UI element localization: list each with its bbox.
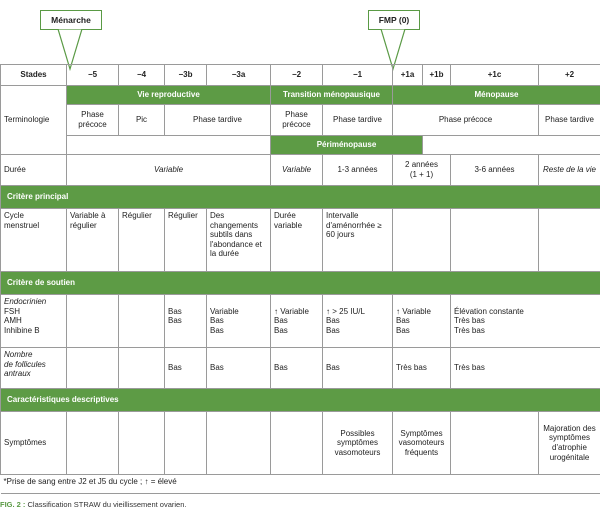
endocrinien-text: FSH (4, 306, 20, 316)
section-descriptives: Caractéristiques descriptives (1, 389, 600, 412)
phase-cell: Phase tardive (539, 105, 600, 136)
empty-cell (393, 209, 451, 272)
endo-value: Variable (210, 306, 239, 316)
empty-cell (67, 295, 119, 348)
endo-value: Bas (168, 316, 182, 326)
stage-cell: −5 (67, 65, 119, 86)
endocrinien-text: Endocrinien (4, 297, 47, 306)
section-soutien-row (1, 272, 600, 295)
endo-cell (165, 295, 207, 348)
caption-text: Classification STRAW du vieillissement ovarien. (27, 500, 187, 509)
empty-cell (451, 209, 539, 272)
follicules-label (1, 348, 67, 389)
cycle-label-text: menstruel (4, 220, 40, 230)
endocrinien-text: AMH (4, 316, 22, 326)
endo-value: Bas (326, 325, 340, 335)
empty-cell (67, 136, 271, 155)
group-menopause: Ménopause (393, 86, 600, 105)
stages-label: Stades (1, 65, 67, 86)
endo-value: Bas (210, 316, 224, 326)
duree-cell: 3-6 années (451, 155, 539, 186)
duree-label: Durée (1, 155, 67, 186)
duree-cell: Variable (67, 155, 271, 186)
symptomes-cell: Possibles symptômes vasomoteurs (323, 412, 393, 475)
fmp-label: FMP (0) (368, 10, 420, 30)
group-perimenopause: Périménopause (271, 136, 423, 155)
follicules-cell: Bas (165, 348, 207, 389)
stage-cell: −3b (165, 65, 207, 86)
figure-caption (0, 500, 186, 509)
straw-table (0, 64, 600, 494)
stages-row (1, 65, 600, 86)
endo-cell (271, 295, 323, 348)
endo-value: Très bas (454, 316, 485, 326)
symptomes-cell: Majoration des symptômes d'atrophie urogénitale (539, 412, 600, 475)
phase-cell: Phase précoce (67, 105, 119, 136)
empty-cell (119, 348, 165, 389)
phase-cell: Phase précoce (271, 105, 323, 136)
stage-cell: −2 (271, 65, 323, 86)
empty-cell (119, 412, 165, 475)
symptomes-row (1, 412, 600, 475)
endo-cell (323, 295, 393, 348)
footnote-row (1, 475, 600, 494)
endo-value: Bas (168, 306, 182, 316)
endo-cell (451, 295, 600, 348)
terminologie-row (1, 105, 600, 136)
follicules-cell: Très bas (451, 348, 600, 389)
follicules-row (1, 348, 600, 389)
empty-cell (423, 136, 600, 155)
cycle-label-text: Cycle (4, 211, 25, 220)
duree-row (1, 155, 600, 186)
endo-value: Élévation constante (454, 306, 524, 316)
endo-cell (207, 295, 271, 348)
duree-text: 2 années (405, 160, 438, 170)
follicules-cell: Bas (207, 348, 271, 389)
phase-cell: Phase tardive (323, 105, 393, 136)
stage-cell: +1c (451, 65, 539, 86)
follicules-cell: Bas (271, 348, 323, 389)
follicules-text: Nombre (4, 350, 33, 359)
empty-cell (207, 412, 271, 475)
groups-row (1, 86, 600, 105)
footnote: *Prise de sang entre J2 et J5 du cycle ; ↑ = élevé (1, 475, 600, 494)
stage-cell: +1a (393, 65, 423, 86)
endocrinien-label (1, 295, 67, 348)
stage-cell: −1 (323, 65, 393, 86)
stage-cell: +1b (423, 65, 451, 86)
empty-cell (165, 412, 207, 475)
section-soutien: Critère de soutien (1, 272, 600, 295)
phase-cell: Phase précoce (393, 105, 539, 136)
follicules-text: de follicules (4, 359, 46, 369)
duree-cell: Variable (271, 155, 323, 186)
cycle-cell: Régulier (165, 209, 207, 272)
endo-value: Bas (274, 316, 288, 326)
endocrinien-text: Inhibine B (4, 325, 40, 335)
fmp-callout (368, 10, 422, 62)
duree-text: (1 + 1) (409, 170, 434, 179)
empty-cell (451, 412, 539, 475)
endo-value: Très bas (454, 325, 485, 335)
follicules-cell: Très bas (393, 348, 451, 389)
cycle-label (1, 209, 67, 272)
cycle-cell: Intervalle d'aménorrhée ≥ 60 jours (323, 209, 393, 272)
endo-value: ↑ Variable (396, 306, 431, 316)
caption-label: FIG. 2 : (0, 500, 26, 509)
phase-cell: Phase tardive (165, 105, 271, 136)
stage-cell: −4 (119, 65, 165, 86)
terminologie-label: Terminologie (1, 86, 67, 155)
section-principal-row (1, 186, 600, 209)
endo-value: ↑ Variable (274, 306, 309, 316)
perimenopause-row (1, 136, 600, 155)
cycle-cell: Des changements subtils dans l'abondance et la durée (207, 209, 271, 272)
endo-value: Bas (326, 316, 340, 326)
phase-cell: Pic (119, 105, 165, 136)
endo-cell (393, 295, 451, 348)
empty-cell (539, 209, 600, 272)
stage-cell: −3a (207, 65, 271, 86)
endo-value: Bas (396, 325, 410, 335)
group-vie-reproductive: Vie reproductive (67, 86, 271, 105)
endo-value: ↑ > 25 IU/L (326, 306, 365, 316)
duree-cell: Reste de la vie (539, 155, 600, 186)
endo-value: Bas (396, 316, 410, 326)
symptomes-label: Symptômes (1, 412, 67, 475)
endocrinien-row (1, 295, 600, 348)
cycle-cell: Durée variable (271, 209, 323, 272)
cycle-cell: Variable à régulier (67, 209, 119, 272)
follicules-cell: Bas (323, 348, 393, 389)
menarche-label: Ménarche (40, 10, 102, 30)
group-transition: Transition ménopausique (271, 86, 393, 105)
empty-cell (271, 412, 323, 475)
endo-value: Bas (274, 325, 288, 335)
duree-cell (393, 155, 451, 186)
empty-cell (67, 412, 119, 475)
endo-value: Bas (210, 325, 224, 335)
symptomes-cell: Symptômes vasomoteurs fréquents (393, 412, 451, 475)
follicules-text: antraux (4, 369, 31, 379)
duree-cell: 1-3 années (323, 155, 393, 186)
empty-cell (67, 348, 119, 389)
section-principal: Critère principal (1, 186, 600, 209)
menarche-callout (40, 10, 104, 62)
cycle-cell: Régulier (119, 209, 165, 272)
section-descriptives-row (1, 389, 600, 412)
stage-cell: +2 (539, 65, 600, 86)
cycle-row (1, 209, 600, 272)
empty-cell (119, 295, 165, 348)
